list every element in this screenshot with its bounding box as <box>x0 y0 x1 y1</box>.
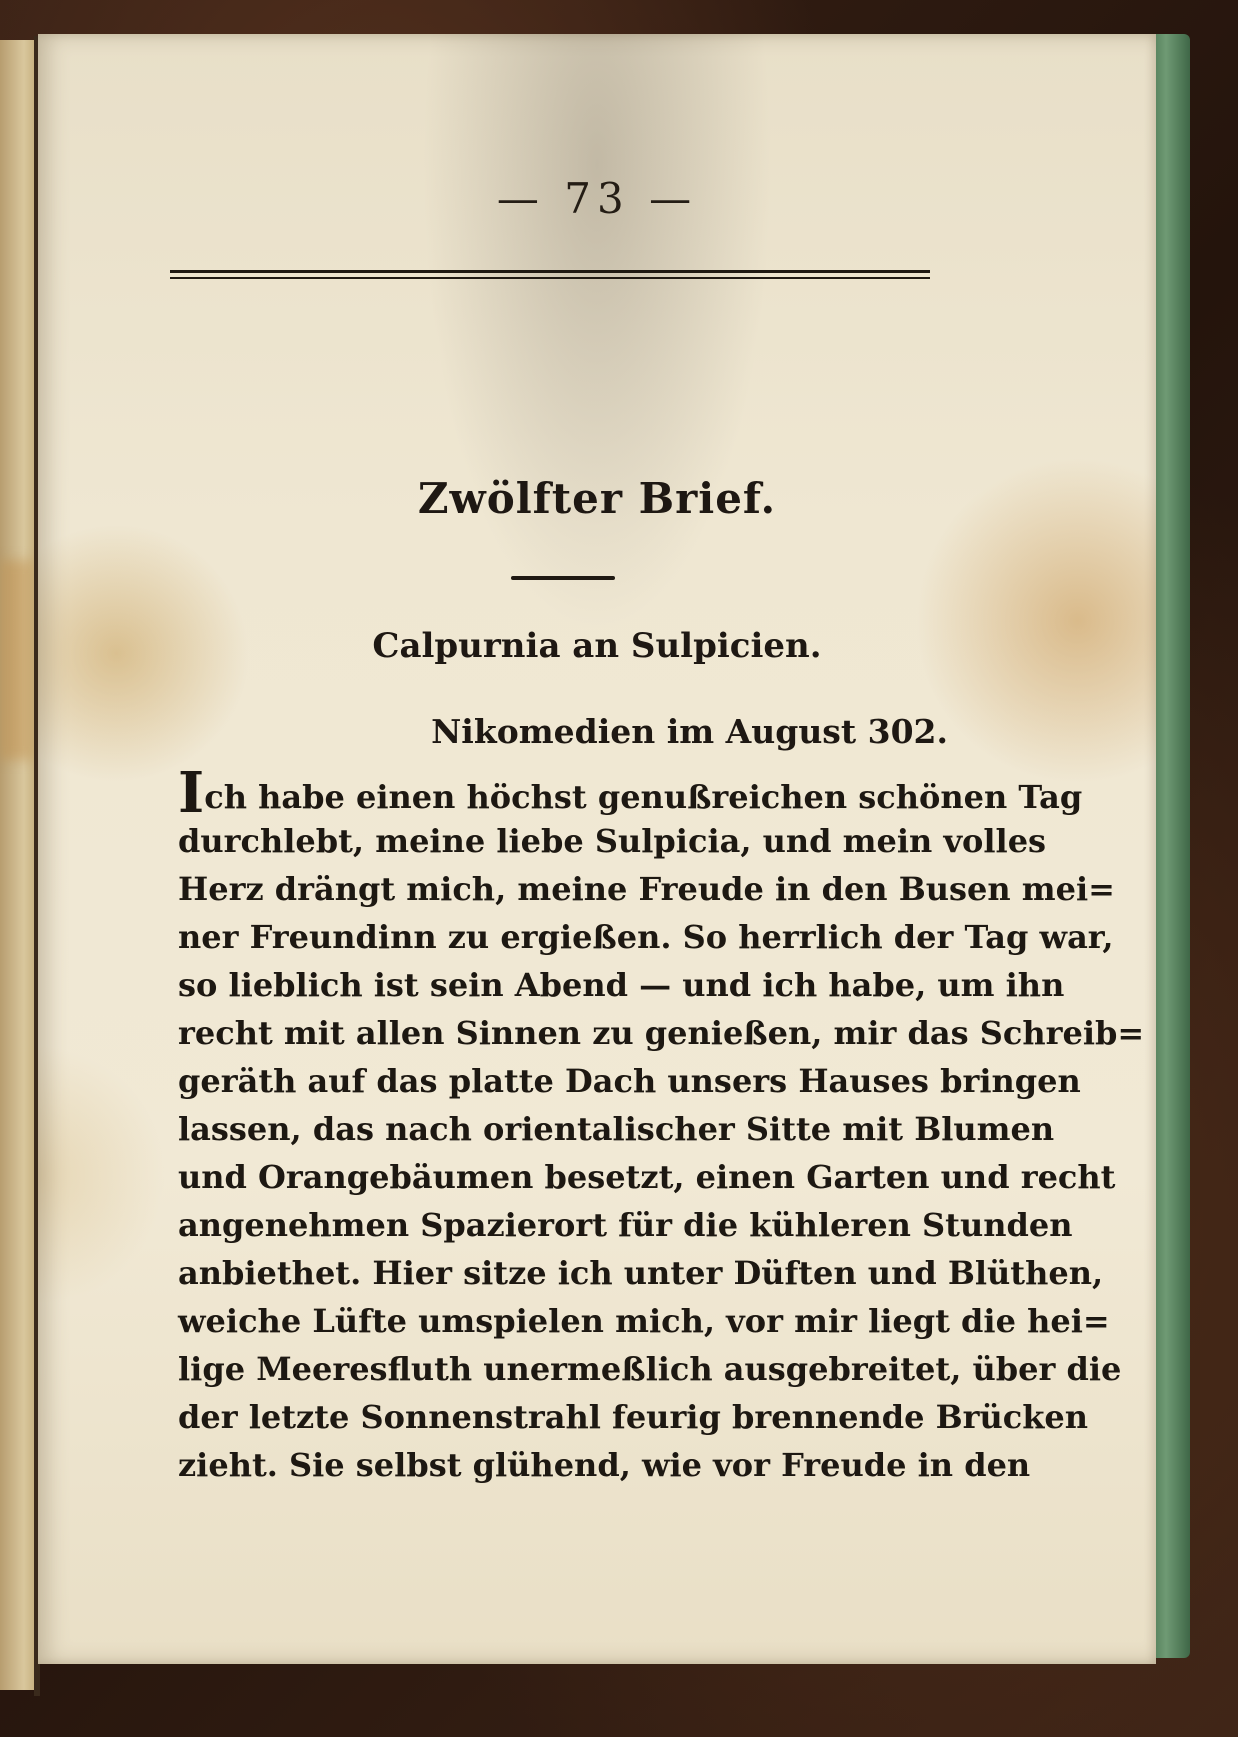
body-line: und Orangebäumen besetzt, einen Garten und recht <box>178 1158 1116 1196</box>
body-line: lige Meeresfluth unermeßlich ausgebreitet, über die <box>178 1350 1122 1388</box>
water-stain <box>0 560 34 760</box>
drop-cap: I <box>178 760 205 826</box>
body-line: anbiethet. Hier sitze ich unter Düften und Blüthen, <box>178 1254 1104 1292</box>
body-line: geräth auf das platte Dach unsers Hauses bringen <box>178 1062 1081 1100</box>
letter-body <box>178 760 1145 1489</box>
page-edges <box>1150 34 1190 1658</box>
body-line: Herz drängt mich, meine Freude in den Busen mei= <box>178 870 1115 908</box>
title-divider <box>511 576 615 580</box>
body-line: der letzte Sonnenstrahl feurig brennende Brücken <box>178 1398 1089 1436</box>
body-line: weiche Lüfte umspielen mich, vor mir liegt die hei= <box>178 1302 1110 1340</box>
body-line <box>178 760 1083 826</box>
page-number: — 73 — <box>496 174 698 223</box>
body-line: recht mit allen Sinnen zu genießen, mir das Schreib= <box>178 1014 1145 1052</box>
facing-page-edge <box>0 40 36 1690</box>
body-line: lassen, das nach orientalischer Sitte mit Blumen <box>178 1110 1055 1148</box>
dateline: Nikomedien im August 302. <box>431 712 948 751</box>
body-line: durchlebt, meine liebe Sulpicia, und mein volles <box>178 822 1047 860</box>
body-line: ner Freundinn zu ergießen. So herrlich der Tag war, <box>178 918 1114 956</box>
header-rule <box>170 270 930 279</box>
body-line: zieht. Sie selbst glühend, wie vor Freude in den <box>178 1446 1031 1484</box>
body-line-text: ch habe einen höchst genußreichen schönen Tag <box>204 778 1083 816</box>
body-line: angenehmen Spazierort für die kühleren Stunden <box>178 1206 1073 1244</box>
letter-heading: Calpurnia an Sulpicien. <box>372 626 822 666</box>
letter-title: Zwölfter Brief. <box>417 474 777 523</box>
body-line: so lieblich ist sein Abend — und ich habe, um ihn <box>178 966 1065 1004</box>
book-page <box>38 34 1156 1664</box>
